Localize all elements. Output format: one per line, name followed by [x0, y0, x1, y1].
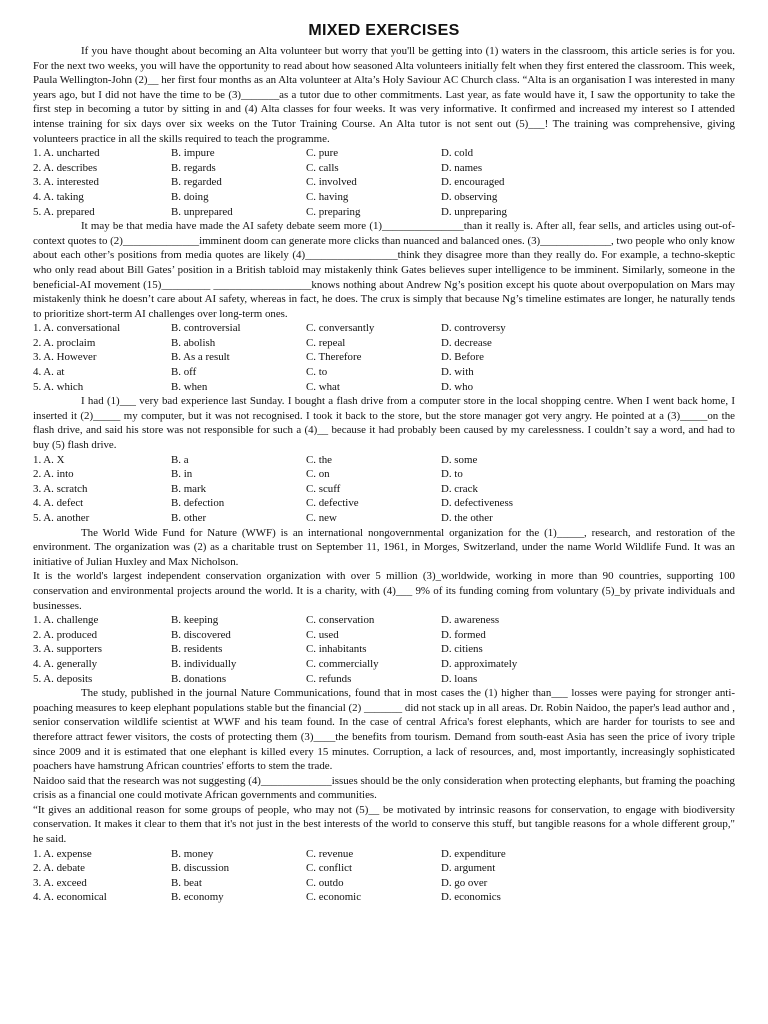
- answer-option: D. go over: [441, 876, 488, 889]
- passage-paragraph: The World Wide Fund for Nature (WWF) is an international nongovernmental organization for the (1)_____, research, and restoration of the environment. The organization was (2) as a charitable trust on September 11, 1961, in Morges, Switzerland, under the name World Wildlife Fund. It was an initiative of Julian Huxley and Max Nicholson.: [33, 526, 735, 568]
- answer-option: D. Before: [441, 351, 484, 364]
- answer-option: 5. A. deposits: [33, 672, 93, 685]
- answer-option: B. impure: [171, 147, 215, 160]
- answer-option: 1. A. X: [33, 453, 65, 466]
- answer-option: B. donations: [171, 672, 227, 685]
- answer-option: D. encouraged: [441, 176, 505, 189]
- exercise-section: [33, 526, 735, 687]
- exercise-section: [33, 44, 735, 219]
- option-row: [33, 628, 735, 643]
- passage-paragraph: I had (1)___ very bad experience last Sunday. I bought a flash drive from a computer store in the local shopping centre. When I went back home, I inserted it (2)_____ my computer, but it was not recognised. I took it back to the store, but the store manager got very angry. He pointed at a (3)_____on the flash drive, and said his store was not responsible for such a (4)__ because it had probably been caused by my carelessness. I couldn’t say a word, and had to buy (5) flash drive.: [33, 395, 735, 452]
- option-row: [33, 657, 735, 672]
- answer-option: 1. A. conversational: [33, 322, 121, 335]
- option-row: [33, 496, 735, 511]
- answer-option: B. in: [171, 468, 193, 481]
- answer-option: D. approximately: [441, 657, 518, 670]
- answer-option: C. conversantly: [306, 322, 375, 335]
- option-row: [33, 205, 735, 220]
- answer-option: 4. A. at: [33, 366, 65, 379]
- option-row: [33, 380, 735, 395]
- answer-option: 5. A. which: [33, 380, 84, 393]
- answer-option: D. argument: [441, 862, 496, 875]
- answer-option: C. revenue: [306, 847, 354, 860]
- answer-option: B. keeping: [171, 614, 219, 627]
- passage-paragraph: The study, published in the journal Nature Communications, found that in most cases the (1) higher than___ losses were paying for stronger anti-poaching measures to keep elephant populations stable but the financial (2) _______ did not stack up in all areas. Dr. Robin Naidoo, the paper's lead author and , senior conservation wildlife scientist at WWF and his team found. In the case of central Africa's forest elephants, which are harder for tourists to see and therefore attract fewer visitors, the costs of protecting them (3)____the benefits from tourism. Demand from south-east Asia has seen the price of ivory triple since 2009 and it is estimated that one elephant is killed every 15 minutes. Corruption, a lack of resources, and, most importantly, increasingly sophisticated poachers have hamstrung African countries' efforts to stem the trade.: [33, 687, 735, 773]
- answer-option: 2. A. debate: [33, 862, 86, 875]
- answer-option: C. the: [306, 453, 333, 466]
- passage-paragraph: If you have thought about becoming an Alta volunteer but worry that you'll be getting into (1) waters in the classroom, this article series is for you. For the next two weeks, you will have the opportunity to read about how seasoned Alta volunteers initially felt when they first entered the classroom. This week, Paula Wellington-John (2)__ her first four months as an Alta volunteer at Alta’s Holy Saviour AC Church class. “Alta is an organisation I was interested in many years ago, but I did not have the time to be (3)_______as a tutor due to other commitments. Last year, as fate would have it, I saw the opportunity to take the first step in becoming a tutor by sitting in and (4) Alta classes for four weeks. It was very informative. It confirmed and increased my interest so I attended intense training for six days over six weeks on the Tutor Training Course. An Alta tutor is not sent out (5)___! The training was comprehensive, giving volunteers practice in all the skills required to teach the programme.: [33, 45, 735, 145]
- option-row: [33, 890, 735, 905]
- answer-option: D. decrease: [441, 336, 492, 349]
- answer-option: D. cold: [441, 147, 474, 160]
- answer-options: [33, 847, 735, 905]
- answer-option: B. money: [171, 847, 214, 860]
- option-row: [33, 175, 735, 190]
- option-row: [33, 161, 735, 176]
- answer-option: B. As a result: [171, 351, 230, 364]
- answer-option: 4. A. economical: [33, 891, 107, 904]
- option-row: [33, 482, 735, 497]
- option-row: [33, 672, 735, 687]
- answer-option: 3. A. scratch: [33, 482, 88, 495]
- answer-option: B. controversial: [171, 322, 241, 335]
- passage-paragraph: “It gives an additional reason for some groups of people, who may not (5)__ be motivated by intrinsic reasons for conservation, to engage with biodiversity conservation. It makes it clear to them that it's not just in the best interests of the world to conserve this stuff, but tangible reasons for a whole different group," he said.: [33, 803, 735, 846]
- answer-option: C. pure: [306, 147, 339, 160]
- answer-option: 1. A. challenge: [33, 614, 99, 627]
- exercise-section: [33, 219, 735, 394]
- option-row: [33, 861, 735, 876]
- answer-option: C. involved: [306, 176, 357, 189]
- answer-option: D. to: [441, 468, 463, 481]
- answer-option: C. new: [306, 512, 337, 524]
- answer-option: C. inhabitants: [306, 643, 367, 656]
- answer-option: D. citiens: [441, 643, 483, 656]
- answer-option: 4. A. taking: [33, 190, 84, 203]
- passage-paragraph: It may be that media have made the AI safety debate seem more (1)_______________than it really is. After all, fear sells, and articles using out-of-context quotes to (2)______________imminent doom can generate more clicks than nuanced and balanced ones. (3)_____________, two people who only know about each other’s positions from media quotes are likely (4)_________________think they disagree more than they really do. For example, a techno-skeptic who only read about Bill Gates’ position in a British tabloid may mistakenly think Gates believes super intelligence to be imminent. Similarly, someone in the beneficial-AI movement (15)_________ __________________knows nothing about Andrew Ng’s position except his quote about overpopulation on Mars may mistakenly think he doesn’t care about AI safety, whereas in fact, he does. The crux is simply that because Ng’s timeline estimates are longer, he naturally tends to prioritize short-term AI challenges over long-term ones.: [33, 220, 735, 320]
- passage-paragraph: It is the world's largest independent conservation organization with over 5 million (3)_worldwide, working in more than 90 countries, supporting 100 conservation and environmental projects around the world. It is a charity, with (4)___ 9% of its funding coming from voluntary (5)_by private individuals and businesses.: [33, 570, 735, 612]
- answer-option: B. doing: [171, 190, 209, 203]
- answer-option: B. defection: [171, 497, 225, 510]
- answer-option: B. residents: [171, 643, 223, 656]
- answer-option: C. what: [306, 380, 340, 393]
- option-row: [33, 642, 735, 657]
- answer-option: 2. A. describes: [33, 161, 98, 174]
- answer-option: 4. A. defect: [33, 497, 84, 510]
- answer-option: B. unprepared: [171, 205, 233, 218]
- answer-option: C. repeal: [306, 336, 346, 349]
- option-row: [33, 365, 735, 380]
- option-row: [33, 146, 735, 161]
- answer-option: C. to: [306, 366, 328, 379]
- option-row: [33, 876, 735, 891]
- option-row: [33, 321, 735, 336]
- answer-option: 3. A. interested: [33, 176, 99, 189]
- answer-option: C. conservation: [306, 614, 375, 627]
- exercise-sections: [33, 44, 735, 905]
- answer-option: 5. A. prepared: [33, 205, 95, 218]
- answer-option: 5. A. another: [33, 512, 90, 524]
- answer-option: D. with: [441, 366, 474, 379]
- answer-option: C. on: [306, 468, 330, 481]
- option-row: [33, 613, 735, 628]
- answer-option: D. awareness: [441, 614, 500, 627]
- answer-option: C. commercially: [306, 657, 379, 670]
- option-row: [33, 847, 735, 862]
- answer-option: B. mark: [171, 482, 207, 495]
- answer-option: 3. A. However: [33, 351, 97, 364]
- answer-option: 1. A. expense: [33, 847, 92, 860]
- answer-option: B. off: [171, 366, 197, 379]
- answer-option: 2. A. into: [33, 468, 74, 481]
- answer-option: 4. A. generally: [33, 657, 98, 670]
- answer-option: B. a: [171, 453, 189, 466]
- answer-option: C. preparing: [306, 205, 361, 218]
- answer-option: B. abolish: [171, 336, 216, 349]
- answer-option: B. other: [171, 512, 207, 524]
- answer-option: B. regarded: [171, 176, 222, 189]
- answer-option: B. individually: [171, 657, 237, 670]
- answer-option: D. crack: [441, 482, 478, 495]
- answer-option: B. when: [171, 380, 208, 393]
- answer-option: 2. A. produced: [33, 628, 98, 641]
- answer-option: C. having: [306, 190, 349, 203]
- answer-option: C. refunds: [306, 672, 352, 685]
- answer-option: D. names: [441, 161, 483, 174]
- answer-option: C. Therefore: [306, 351, 362, 364]
- answer-option: 1. A. uncharted: [33, 147, 100, 160]
- answer-option: D. the other: [441, 512, 493, 524]
- answer-option: C. conflict: [306, 862, 352, 875]
- answer-option: C. calls: [306, 161, 339, 174]
- answer-option: B. discovered: [171, 628, 231, 641]
- answer-option: D. observing: [441, 190, 498, 203]
- answer-option: C. scuff: [306, 482, 341, 495]
- answer-option: D. who: [441, 380, 474, 393]
- option-row: [33, 467, 735, 482]
- answer-option: C. defective: [306, 497, 359, 510]
- answer-option: 3. A. supporters: [33, 643, 102, 656]
- exercise-section: [33, 686, 735, 905]
- option-row: [33, 350, 735, 365]
- answer-option: 2. A. proclaim: [33, 336, 96, 349]
- answer-options: [33, 146, 735, 219]
- answer-option: B. regards: [171, 161, 216, 174]
- answer-option: C. outdo: [306, 876, 344, 889]
- option-row: [33, 336, 735, 351]
- answer-option: D. loans: [441, 672, 478, 685]
- answer-options: [33, 321, 735, 394]
- answer-options: [33, 453, 735, 526]
- answer-option: D. controversy: [441, 322, 506, 335]
- answer-option: C. used: [306, 628, 339, 641]
- answer-option: D. some: [441, 453, 478, 466]
- answer-option: B. discussion: [171, 862, 230, 875]
- option-row: [33, 190, 735, 205]
- passage-paragraph: Naidoo said that the research was not suggesting (4)_____________issues should be the only consideration when protecting elephants, but framing the poaching crisis as a financial one could motivate African governments and communities.: [33, 774, 735, 802]
- answer-option: B. economy: [171, 891, 224, 904]
- answer-option: C. economic: [306, 891, 362, 904]
- option-row: [33, 511, 735, 526]
- answer-option: D. formed: [441, 628, 486, 641]
- page-title: MIXED EXERCISES: [308, 22, 460, 39]
- answer-option: 3. A. exceed: [33, 876, 87, 889]
- exercise-section: [33, 394, 735, 525]
- answer-option: D. unpreparing: [441, 205, 507, 218]
- answer-option: D. economics: [441, 891, 501, 904]
- answer-options: [33, 613, 735, 686]
- answer-option: D. expenditure: [441, 847, 506, 860]
- answer-option: D. defectiveness: [441, 497, 513, 510]
- option-row: [33, 453, 735, 468]
- answer-option: B. beat: [171, 876, 202, 889]
